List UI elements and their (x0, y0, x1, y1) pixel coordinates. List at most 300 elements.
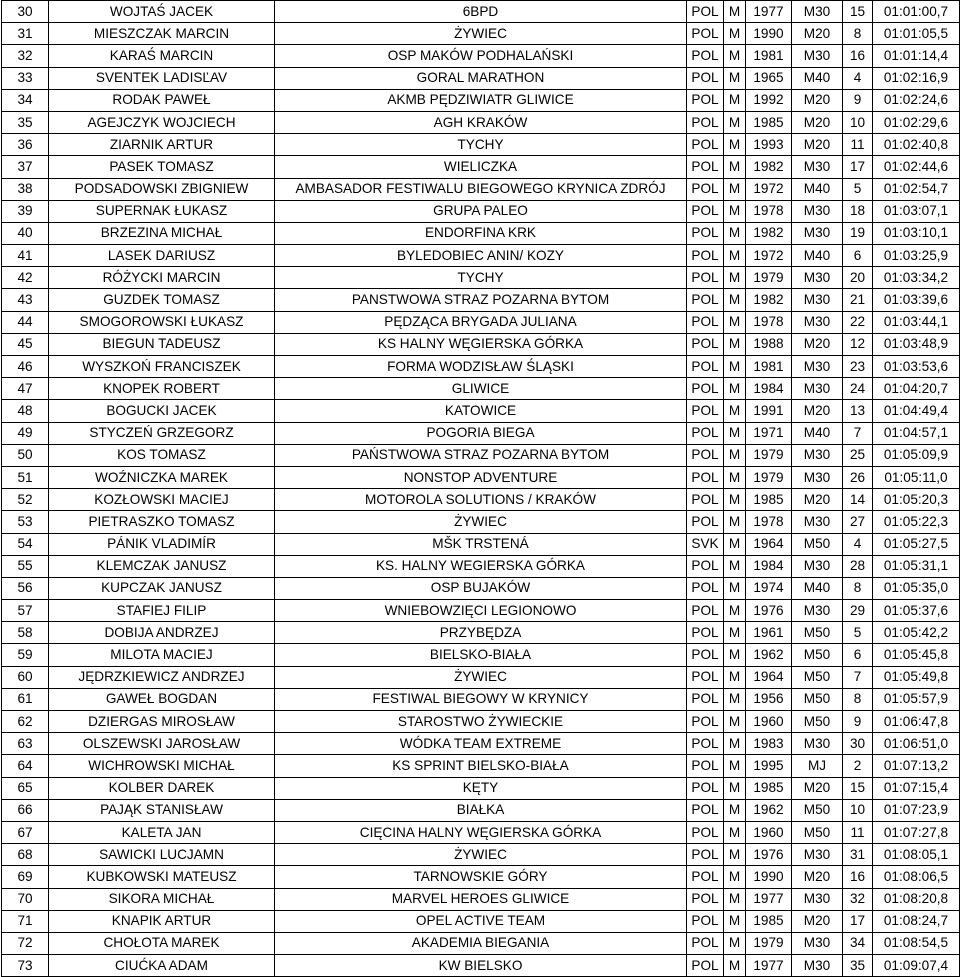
time-cell: 01:04:49,4 (873, 400, 960, 422)
name-cell: KOZŁOWSKI MACIEJ (49, 489, 275, 511)
year-cell: 1960 (746, 711, 792, 733)
year-cell: 1962 (746, 644, 792, 666)
club-cell: PRZYBĘDZA (275, 622, 687, 644)
year-cell: 1971 (746, 422, 792, 444)
table-row (2, 733, 960, 755)
table-row (2, 311, 960, 333)
sex-cell: M (724, 466, 746, 488)
sex-cell: M (724, 489, 746, 511)
country-cell: POL (687, 866, 724, 888)
name-cell: CIUĆKA ADAM (49, 955, 275, 977)
year-cell: 1990 (746, 23, 792, 45)
sex-cell: M (724, 378, 746, 400)
category-place-cell: 6 (843, 245, 873, 267)
category-cell: M30 (792, 200, 843, 222)
category-cell: M30 (792, 466, 843, 488)
club-cell: GLIWICE (275, 378, 687, 400)
name-cell: MILOTA MACIEJ (49, 644, 275, 666)
name-cell: BOGUCKI JACEK (49, 400, 275, 422)
country-cell: POL (687, 267, 724, 289)
country-cell: POL (687, 45, 724, 67)
time-cell: 01:02:40,8 (873, 134, 960, 156)
club-cell: OSP BUJAKÓW (275, 577, 687, 599)
category-place-cell: 18 (843, 200, 873, 222)
sex-cell: M (724, 511, 746, 533)
name-cell: SAWICKI LUCJAMN (49, 844, 275, 866)
place-cell: 61 (2, 688, 49, 710)
club-cell: GRUPA PALEO (275, 200, 687, 222)
category-place-cell: 15 (843, 777, 873, 799)
category-cell: M20 (792, 777, 843, 799)
sex-cell: M (724, 333, 746, 355)
year-cell: 1960 (746, 821, 792, 843)
club-cell: KĘTY (275, 777, 687, 799)
category-place-cell: 26 (843, 466, 873, 488)
category-cell: M50 (792, 799, 843, 821)
name-cell: WOŹNICZKA MAREK (49, 466, 275, 488)
sex-cell: M (724, 444, 746, 466)
place-cell: 41 (2, 245, 49, 267)
category-place-cell: 7 (843, 666, 873, 688)
club-cell: STAROSTWO ŻYWIECKIE (275, 711, 687, 733)
name-cell: ZIARNIK ARTUR (49, 134, 275, 156)
category-cell: M20 (792, 400, 843, 422)
place-cell: 35 (2, 111, 49, 133)
place-cell: 66 (2, 799, 49, 821)
name-cell: LASEK DARIUSZ (49, 245, 275, 267)
sex-cell: M (724, 555, 746, 577)
club-cell: BIELSKO-BIAŁA (275, 644, 687, 666)
name-cell: WOJTAŚ JACEK (49, 1, 275, 23)
place-cell: 60 (2, 666, 49, 688)
results-body (2, 1, 960, 977)
category-cell: M30 (792, 356, 843, 378)
place-cell: 46 (2, 356, 49, 378)
table-row (2, 932, 960, 954)
time-cell: 01:09:07,4 (873, 955, 960, 977)
table-row (2, 67, 960, 89)
place-cell: 70 (2, 888, 49, 910)
place-cell: 72 (2, 932, 49, 954)
year-cell: 1978 (746, 200, 792, 222)
category-cell: M30 (792, 1, 843, 23)
club-cell: ŻYWIEC (275, 23, 687, 45)
category-cell: M30 (792, 955, 843, 977)
category-cell: M40 (792, 422, 843, 444)
name-cell: SIKORA MICHAŁ (49, 888, 275, 910)
country-cell: POL (687, 400, 724, 422)
category-place-cell: 4 (843, 67, 873, 89)
country-cell: POL (687, 378, 724, 400)
club-cell: ŻYWIEC (275, 511, 687, 533)
sex-cell: M (724, 844, 746, 866)
year-cell: 1979 (746, 267, 792, 289)
category-cell: M50 (792, 711, 843, 733)
category-cell: M50 (792, 533, 843, 555)
time-cell: 01:03:07,1 (873, 200, 960, 222)
category-place-cell: 5 (843, 178, 873, 200)
table-row (2, 821, 960, 843)
time-cell: 01:05:09,9 (873, 444, 960, 466)
name-cell: AGEJCZYK WOJCIECH (49, 111, 275, 133)
year-cell: 1976 (746, 600, 792, 622)
sex-cell: M (724, 688, 746, 710)
sex-cell: M (724, 910, 746, 932)
sex-cell: M (724, 888, 746, 910)
category-cell: M30 (792, 932, 843, 954)
category-cell: M20 (792, 489, 843, 511)
sex-cell: M (724, 755, 746, 777)
category-cell: M30 (792, 289, 843, 311)
club-cell: 6BPD (275, 1, 687, 23)
category-place-cell: 14 (843, 489, 873, 511)
country-cell: POL (687, 134, 724, 156)
country-cell: POL (687, 89, 724, 111)
place-cell: 33 (2, 67, 49, 89)
club-cell: AMBASADOR FESTIWALU BIEGOWEGO KRYNICA ZDRÓJ (275, 178, 687, 200)
name-cell: KUBKOWSKI MATEUSZ (49, 866, 275, 888)
club-cell: ENDORFINA KRK (275, 222, 687, 244)
name-cell: KALETA JAN (49, 821, 275, 843)
club-cell: POGORIA BIEGA (275, 422, 687, 444)
table-row (2, 666, 960, 688)
name-cell: MIESZCZAK MARCIN (49, 23, 275, 45)
place-cell: 34 (2, 89, 49, 111)
table-row (2, 688, 960, 710)
sex-cell: M (724, 777, 746, 799)
category-place-cell: 5 (843, 622, 873, 644)
year-cell: 1990 (746, 866, 792, 888)
category-cell: M20 (792, 23, 843, 45)
table-row (2, 1, 960, 23)
category-cell: M40 (792, 245, 843, 267)
category-place-cell: 34 (843, 932, 873, 954)
sex-cell: M (724, 932, 746, 954)
table-row (2, 245, 960, 267)
year-cell: 1981 (746, 356, 792, 378)
sex-cell: M (724, 156, 746, 178)
club-cell: BIAŁKA (275, 799, 687, 821)
sex-cell: M (724, 866, 746, 888)
club-cell: PĘDZĄCA BRYGADA JULIANA (275, 311, 687, 333)
country-cell: POL (687, 577, 724, 599)
country-cell: POL (687, 711, 724, 733)
time-cell: 01:04:57,1 (873, 422, 960, 444)
category-cell: M30 (792, 555, 843, 577)
place-cell: 42 (2, 267, 49, 289)
category-cell: M40 (792, 67, 843, 89)
category-cell: M50 (792, 644, 843, 666)
category-cell: M50 (792, 688, 843, 710)
club-cell: MARVEL HEROES GLIWICE (275, 888, 687, 910)
name-cell: PASEK TOMASZ (49, 156, 275, 178)
category-cell: M30 (792, 311, 843, 333)
category-place-cell: 12 (843, 333, 873, 355)
country-cell: POL (687, 666, 724, 688)
table-row (2, 378, 960, 400)
country-cell: POL (687, 466, 724, 488)
time-cell: 01:03:25,9 (873, 245, 960, 267)
category-cell: M30 (792, 733, 843, 755)
time-cell: 01:06:47,8 (873, 711, 960, 733)
time-cell: 01:05:37,6 (873, 600, 960, 622)
country-cell: POL (687, 799, 724, 821)
year-cell: 1984 (746, 555, 792, 577)
year-cell: 1981 (746, 45, 792, 67)
country-cell: POL (687, 222, 724, 244)
category-cell: M30 (792, 600, 843, 622)
time-cell: 01:02:16,9 (873, 67, 960, 89)
time-cell: 01:02:29,6 (873, 111, 960, 133)
club-cell: OSP MAKÓW PODHALAŃSKI (275, 45, 687, 67)
year-cell: 1991 (746, 400, 792, 422)
name-cell: CHOŁOTA MAREK (49, 932, 275, 954)
year-cell: 1972 (746, 245, 792, 267)
category-cell: M30 (792, 156, 843, 178)
sex-cell: M (724, 289, 746, 311)
sex-cell: M (724, 821, 746, 843)
year-cell: 1964 (746, 533, 792, 555)
year-cell: 1982 (746, 222, 792, 244)
category-place-cell: 6 (843, 644, 873, 666)
table-row (2, 888, 960, 910)
time-cell: 01:05:20,3 (873, 489, 960, 511)
category-place-cell: 35 (843, 955, 873, 977)
sex-cell: M (724, 644, 746, 666)
time-cell: 01:05:22,3 (873, 511, 960, 533)
name-cell: WICHROWSKI MICHAŁ (49, 755, 275, 777)
country-cell: POL (687, 67, 724, 89)
place-cell: 30 (2, 1, 49, 23)
category-place-cell: 16 (843, 45, 873, 67)
category-place-cell: 11 (843, 134, 873, 156)
year-cell: 1977 (746, 955, 792, 977)
time-cell: 01:07:13,2 (873, 755, 960, 777)
place-cell: 48 (2, 400, 49, 422)
sex-cell: M (724, 245, 746, 267)
year-cell: 1983 (746, 733, 792, 755)
category-cell: M30 (792, 45, 843, 67)
time-cell: 01:03:53,6 (873, 356, 960, 378)
category-place-cell: 22 (843, 311, 873, 333)
category-place-cell: 25 (843, 444, 873, 466)
name-cell: DOBIJA ANDRZEJ (49, 622, 275, 644)
table-row (2, 178, 960, 200)
table-row (2, 444, 960, 466)
country-cell: POL (687, 555, 724, 577)
place-cell: 40 (2, 222, 49, 244)
table-row (2, 955, 960, 977)
club-cell: ŻYWIEC (275, 844, 687, 866)
name-cell: KUPCZAK JANUSZ (49, 577, 275, 599)
year-cell: 1985 (746, 489, 792, 511)
time-cell: 01:08:54,5 (873, 932, 960, 954)
category-cell: M30 (792, 444, 843, 466)
year-cell: 1995 (746, 755, 792, 777)
country-cell: POL (687, 622, 724, 644)
category-place-cell: 20 (843, 267, 873, 289)
category-cell: M20 (792, 910, 843, 932)
name-cell: PAJĄK STANISŁAW (49, 799, 275, 821)
name-cell: WYSZKOŃ FRANCISZEK (49, 356, 275, 378)
club-cell: AGH KRAKÓW (275, 111, 687, 133)
place-cell: 44 (2, 311, 49, 333)
name-cell: PÁNIK VLADIMÍR (49, 533, 275, 555)
year-cell: 1979 (746, 444, 792, 466)
category-place-cell: 4 (843, 533, 873, 555)
time-cell: 01:04:20,7 (873, 378, 960, 400)
table-row (2, 711, 960, 733)
category-place-cell: 24 (843, 378, 873, 400)
country-cell: POL (687, 733, 724, 755)
country-cell: POL (687, 888, 724, 910)
club-cell: KW BIELSKO (275, 955, 687, 977)
year-cell: 1978 (746, 511, 792, 533)
year-cell: 1985 (746, 910, 792, 932)
country-cell: POL (687, 111, 724, 133)
table-row (2, 555, 960, 577)
place-cell: 36 (2, 134, 49, 156)
place-cell: 73 (2, 955, 49, 977)
category-place-cell: 16 (843, 866, 873, 888)
year-cell: 1965 (746, 67, 792, 89)
year-cell: 1985 (746, 777, 792, 799)
year-cell: 1977 (746, 1, 792, 23)
club-cell: NONSTOP ADVENTURE (275, 466, 687, 488)
category-place-cell: 9 (843, 711, 873, 733)
sex-cell: M (724, 311, 746, 333)
year-cell: 1961 (746, 622, 792, 644)
table-row (2, 134, 960, 156)
name-cell: RODAK PAWEŁ (49, 89, 275, 111)
place-cell: 47 (2, 378, 49, 400)
sex-cell: M (724, 955, 746, 977)
country-cell: POL (687, 511, 724, 533)
place-cell: 63 (2, 733, 49, 755)
name-cell: KARAŚ MARCIN (49, 45, 275, 67)
sex-cell: M (724, 1, 746, 23)
time-cell: 01:05:45,8 (873, 644, 960, 666)
sex-cell: M (724, 533, 746, 555)
table-row (2, 45, 960, 67)
year-cell: 1978 (746, 311, 792, 333)
name-cell: PIETRASZKO TOMASZ (49, 511, 275, 533)
name-cell: KNAPIK ARTUR (49, 910, 275, 932)
country-cell: POL (687, 289, 724, 311)
sex-cell: M (724, 67, 746, 89)
table-row (2, 156, 960, 178)
category-place-cell: 27 (843, 511, 873, 533)
table-row (2, 622, 960, 644)
club-cell: OPEL ACTIVE TEAM (275, 910, 687, 932)
table-row (2, 200, 960, 222)
table-row (2, 644, 960, 666)
club-cell: AKMB PĘDZIWIATR GLIWICE (275, 89, 687, 111)
year-cell: 1993 (746, 134, 792, 156)
country-cell: POL (687, 644, 724, 666)
year-cell: 1956 (746, 688, 792, 710)
place-cell: 43 (2, 289, 49, 311)
club-cell: WIELICZKA (275, 156, 687, 178)
time-cell: 01:05:27,5 (873, 533, 960, 555)
place-cell: 50 (2, 444, 49, 466)
club-cell: TARNOWSKIE GÓRY (275, 866, 687, 888)
category-cell: M20 (792, 866, 843, 888)
table-row (2, 533, 960, 555)
name-cell: DZIERGAS MIROSŁAW (49, 711, 275, 733)
time-cell: 01:03:34,2 (873, 267, 960, 289)
sex-cell: M (724, 622, 746, 644)
country-cell: POL (687, 755, 724, 777)
category-place-cell: 8 (843, 577, 873, 599)
sex-cell: M (724, 200, 746, 222)
category-cell: M30 (792, 888, 843, 910)
time-cell: 01:05:11,0 (873, 466, 960, 488)
club-cell: KS SPRINT BIELSKO-BIAŁA (275, 755, 687, 777)
club-cell: KS HALNY WĘGIERSKA GÓRKA (275, 333, 687, 355)
place-cell: 62 (2, 711, 49, 733)
country-cell: POL (687, 932, 724, 954)
time-cell: 01:05:49,8 (873, 666, 960, 688)
sex-cell: M (724, 178, 746, 200)
sex-cell: M (724, 400, 746, 422)
place-cell: 52 (2, 489, 49, 511)
country-cell: POL (687, 600, 724, 622)
time-cell: 01:07:15,4 (873, 777, 960, 799)
table-row (2, 89, 960, 111)
sex-cell: M (724, 134, 746, 156)
results-table (1, 0, 960, 977)
place-cell: 55 (2, 555, 49, 577)
place-cell: 37 (2, 156, 49, 178)
sex-cell: M (724, 711, 746, 733)
category-place-cell: 10 (843, 799, 873, 821)
place-cell: 65 (2, 777, 49, 799)
time-cell: 01:03:39,6 (873, 289, 960, 311)
category-place-cell: 2 (843, 755, 873, 777)
name-cell: JĘDRZKIEWICZ ANDRZEJ (49, 666, 275, 688)
place-cell: 31 (2, 23, 49, 45)
table-row (2, 577, 960, 599)
time-cell: 01:05:42,2 (873, 622, 960, 644)
time-cell: 01:07:23,9 (873, 799, 960, 821)
table-row (2, 511, 960, 533)
year-cell: 1964 (746, 666, 792, 688)
club-cell: WÓDKA TEAM EXTREME (275, 733, 687, 755)
category-cell: M30 (792, 844, 843, 866)
category-cell: M40 (792, 178, 843, 200)
name-cell: SUPERNAK ŁUKASZ (49, 200, 275, 222)
place-cell: 57 (2, 600, 49, 622)
country-cell: POL (687, 178, 724, 200)
year-cell: 1979 (746, 932, 792, 954)
sex-cell: M (724, 600, 746, 622)
club-cell: ŻYWIEC (275, 666, 687, 688)
country-cell: POL (687, 955, 724, 977)
table-row (2, 910, 960, 932)
time-cell: 01:03:10,1 (873, 222, 960, 244)
category-cell: M20 (792, 333, 843, 355)
table-row (2, 777, 960, 799)
club-cell: PANSTWOWA STRAZ POZARNA BYTOM (275, 289, 687, 311)
time-cell: 01:07:27,8 (873, 821, 960, 843)
place-cell: 56 (2, 577, 49, 599)
country-cell: POL (687, 910, 724, 932)
time-cell: 01:05:35,0 (873, 577, 960, 599)
country-cell: POL (687, 777, 724, 799)
year-cell: 1977 (746, 888, 792, 910)
name-cell: KLEMCZAK JANUSZ (49, 555, 275, 577)
